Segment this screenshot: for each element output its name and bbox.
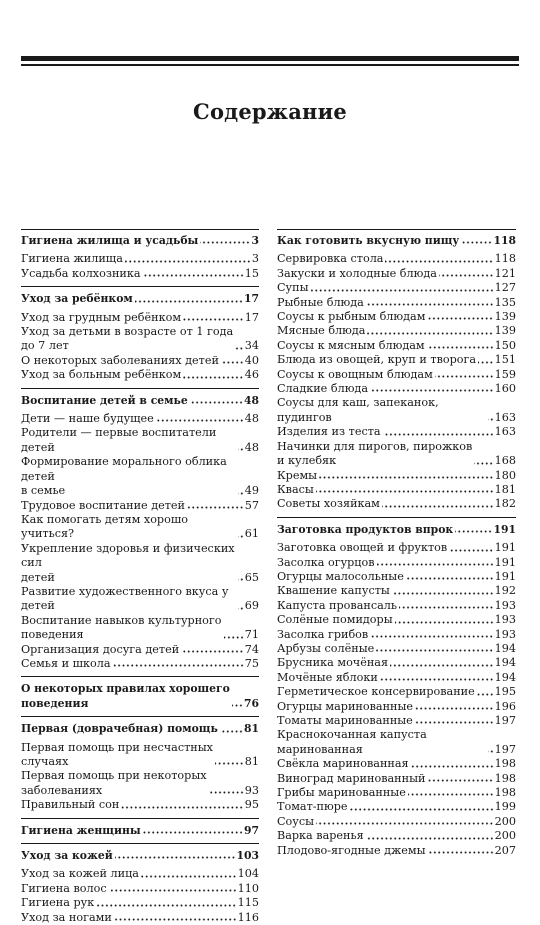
toc-entry-title: Квасы [277,482,314,496]
toc-entry[interactable] [277,483,516,497]
toc-entry-page-number: 195 [494,685,516,699]
toc-entry-page-number: 150 [494,338,516,352]
dot-leader [415,721,494,724]
toc-entry-title: Трудовое воспитание детей [21,498,185,512]
toc-entry[interactable] [21,426,259,455]
dot-leader [200,241,250,244]
dot-leader [143,831,243,834]
toc-section-heading[interactable] [21,234,259,248]
toc-entry-title: Краснокочанная капуста маринованная [277,728,427,756]
dot-leader [238,448,244,451]
dot-leader [367,332,493,335]
toc-entry-page-number: 115 [237,896,259,910]
toc-entry-title: Блюда из овощей, круп и творога [277,353,477,367]
toc-entry-page-number: 118 [493,234,516,247]
toc-entry-title: Гигиена женщины [21,823,141,837]
toc-entry-title: Квашение капусты [277,584,390,598]
toc-section-heading[interactable] [21,722,259,736]
toc-entry[interactable] [277,281,516,295]
dot-leader [385,260,493,263]
dot-leader [115,856,236,859]
toc-entry-page-number: 93 [244,783,259,797]
toc-entry-title: Рыбные блюда [277,295,364,309]
toc-entry[interactable] [277,541,516,555]
toc-entry[interactable] [21,769,259,798]
toc-entry[interactable] [21,585,259,614]
dot-leader [121,806,243,809]
toc-entry-title: Герметическое консервирование [277,685,475,699]
dot-leader [215,762,244,765]
toc-entry-title: Гигиена волос [21,881,107,895]
dot-leader [316,822,494,825]
section-divider [21,843,259,844]
toc-entry-title: Сервировка стола [277,252,384,266]
dot-leader [406,577,494,580]
dot-leader [390,664,494,667]
dot-leader [435,375,494,378]
toc-entry-page-number: 182 [494,497,516,511]
dot-leader [439,274,494,277]
toc-entry-title: Сладкие блюда [277,382,368,396]
toc-entry-title: Как готовить вкусную пищу [277,234,460,247]
dot-leader [455,530,492,533]
toc-entry-title: Солёные помидоры [277,613,393,627]
dot-leader [135,300,243,303]
dot-leader [113,664,244,667]
dot-leader [366,303,494,306]
dot-leader [382,505,494,508]
dot-leader [209,791,244,794]
toc-entry-page-number: 151 [494,353,516,367]
toc-entry-title: Уход за детьми в возрасте от 1 года до 7 лет [21,325,234,353]
toc-entry-page-number: 194 [494,656,516,670]
toc-entry-page-number: 3 [251,234,259,247]
toc-entry-page-number: 116 [237,910,259,924]
toc-entry-page-number: 81 [243,722,259,736]
toc-entry-page-number: 193 [494,598,516,612]
toc-section-heading[interactable] [21,849,259,863]
toc-entry-title: Организация досуга детей [21,642,180,656]
toc-entry[interactable] [21,455,259,498]
toc-entry-title: Первая (доврачебная) помощь [21,722,218,736]
toc-entry-page-number: 49 [244,484,259,498]
toc-entry-page-number: 191 [494,555,516,569]
toc-entry-page-number: 198 [494,786,516,800]
toc-entry-page-number: 3 [251,252,259,266]
dot-leader [235,347,244,350]
toc-entry-title: Соусы к овощным блюдам [277,367,433,381]
toc-entry-page-number: 121 [494,266,516,280]
toc-entry-page-number: 194 [494,641,516,655]
dot-leader [96,904,236,907]
toc-entry-title: Гигиена жилища [21,252,123,266]
toc-entry-page-number: 139 [494,324,516,338]
toc-entry-title: Арбузы солёные [277,641,375,655]
toc-entry-page-number: 76 [243,696,259,710]
dot-leader [190,401,243,404]
dot-leader [370,389,494,392]
toc-entry-page-number: 163 [494,425,516,439]
toc-entry-title: Начинки для пирогов, пирожков и кулебяк [277,439,473,468]
toc-entry-page-number: 207 [494,843,516,857]
dot-leader [238,578,244,581]
toc-entry-page-number: 200 [494,814,516,828]
toc-entry-title: Кремы [277,468,318,482]
toc-entry[interactable] [277,296,516,310]
toc-entry-page-number: 103 [236,849,259,863]
toc-entry[interactable] [21,252,259,266]
toc-entry[interactable] [21,867,259,881]
toc-entry[interactable] [277,353,516,367]
toc-entry[interactable] [21,325,259,354]
toc-entry-title: Плодово-ягодные джемы [277,843,426,857]
toc-entry-page-number: 135 [494,295,516,309]
toc-entry[interactable] [21,354,259,368]
toc-entry-page-number: 196 [494,699,516,713]
toc-entry[interactable] [21,911,259,925]
toc-entry-page-number: 200 [494,829,516,843]
section-divider [21,388,259,389]
toc-entry[interactable] [277,613,516,627]
toc-entry-page-number: 110 [237,881,259,895]
toc-right-column [277,229,516,858]
dot-leader [474,462,493,465]
toc-entry-title: Соусы к рыбным блюдам [277,310,426,324]
toc-entry[interactable] [277,685,516,699]
header-rule-thin [21,64,519,66]
toc-entry-page-number: 139 [494,310,516,324]
toc-entry[interactable] [277,339,516,353]
toc-section-heading[interactable] [21,824,259,838]
toc-entry-page-number: 168 [494,454,516,468]
toc-entry-title: Засолка грибов [277,627,369,641]
toc-entry[interactable] [21,657,259,671]
toc-entry[interactable] [21,614,259,643]
toc-entry[interactable] [21,896,259,910]
toc-entry-page-number: 198 [494,757,516,771]
toc-entry-title: Семья и школа [21,656,111,670]
toc-entry[interactable] [21,741,259,770]
toc-entry-page-number: 192 [494,584,516,598]
dot-leader [427,779,493,782]
toc-entry[interactable] [21,882,259,896]
section-divider [277,517,516,518]
dot-leader [232,704,243,707]
toc-entry-title: Уход за кожей [21,849,113,863]
dot-leader [383,433,494,436]
dot-leader [183,318,244,321]
toc-entry-page-number: 104 [237,867,259,881]
section-divider [21,229,259,230]
dot-leader [109,889,237,892]
toc-entry-page-number: 181 [494,482,516,496]
dot-leader [399,606,494,609]
toc-entry[interactable] [21,513,259,542]
toc-entry-title: Воспитание детей в семье [21,393,188,407]
toc-entry[interactable] [277,772,516,786]
section-divider [21,676,259,677]
toc-entry-page-number: 48 [244,412,259,426]
toc-entry-title: Уход за больным ребёнком [21,368,182,382]
toc-entry[interactable] [277,570,516,584]
toc-left-column [21,229,259,925]
dot-leader [427,317,493,320]
toc-entry[interactable] [277,642,516,656]
toc-entry-page-number: 46 [244,368,259,382]
dot-leader [114,918,237,921]
toc-entry-page-number: 163 [494,410,516,424]
dot-leader [220,730,243,733]
toc-entry-page-number: 65 [244,570,259,584]
section-divider [21,716,259,717]
toc-entry-title: Соусы к мясным блюдам [277,338,425,352]
toc-entry[interactable] [277,267,516,281]
dot-leader [461,241,492,244]
toc-section-heading[interactable] [21,682,259,711]
toc-section-heading[interactable] [277,234,516,248]
dot-leader [377,563,494,566]
toc-entry-page-number: 71 [244,628,259,642]
toc-entry[interactable] [277,396,516,425]
dot-leader [392,592,494,595]
toc-entry-page-number: 74 [244,642,259,656]
toc-entry-title: Уход за кожей лица [21,867,139,881]
toc-entry-title: О некоторых правилах хорошего поведения [21,682,230,710]
toc-entry-page-number: 118 [494,252,516,266]
dot-leader [319,476,494,479]
dot-leader [395,621,494,624]
dot-leader [366,837,494,840]
toc-entry-title: Родители — первые воспитатели детей [21,426,217,454]
dot-leader [238,607,244,610]
toc-entry-page-number: 69 [244,599,259,613]
toc-entry[interactable] [277,440,516,469]
toc-entry-page-number: 48 [244,440,259,454]
toc-entry-title: Дети — наше будущее [21,412,154,426]
dot-leader [415,707,494,710]
toc-entry-page-number: 48 [243,393,259,407]
dot-leader [238,535,244,538]
toc-entry-page-number: 180 [494,468,516,482]
toc-entry-title: Советы хозяйкам [277,497,380,511]
toc-entry-title: Капуста провансаль [277,598,397,612]
toc-entry[interactable] [21,542,259,585]
toc-entry-title: Супы [277,281,309,295]
toc-entry-title: Уход за ребёнком [21,292,133,306]
dot-leader [478,361,494,364]
toc-entry-title: О некоторых заболеваниях детей [21,353,219,367]
toc-entry-title: Брусника мочёная [277,656,389,670]
dot-leader [143,274,244,277]
dot-leader [408,793,494,796]
toc-entry-title: Правильный сон [21,798,120,812]
dot-leader [428,851,494,854]
toc-entry-page-number: 17 [244,310,259,324]
toc-entry-page-number: 15 [244,266,259,280]
toc-entry-page-number: 198 [494,771,516,785]
toc-entry[interactable] [277,700,516,714]
dot-leader [125,260,251,263]
toc-entry-title: Томат-пюре [277,800,348,814]
section-divider [21,286,259,287]
toc-entry[interactable] [277,671,516,685]
toc-entry-page-number: 197 [494,742,516,756]
toc-entry[interactable] [277,584,516,598]
toc-entry[interactable] [21,643,259,657]
dot-leader [181,650,244,653]
toc-entry[interactable] [277,714,516,728]
toc-entry-page-number: 194 [494,670,516,684]
toc-entry[interactable] [277,757,516,771]
toc-entry-title: Первая помощь при некоторых заболеваниях [21,769,207,797]
toc-entry[interactable] [277,728,516,757]
toc-entry-page-number: 193 [494,613,516,627]
toc-entry[interactable] [277,324,516,338]
toc-entry[interactable] [277,844,516,858]
toc-entry[interactable] [21,412,259,426]
toc-entry-title: Грибы маринованные [277,786,406,800]
dot-leader [141,875,237,878]
dot-leader [156,419,244,422]
section-divider [21,818,259,819]
toc-entry-page-number: 193 [494,627,516,641]
toc-section-heading[interactable] [277,523,516,537]
header-rule-thick [21,56,519,61]
toc-entry-title: Формирование морального облика детей в семье [21,455,227,498]
toc-entry-title: Огурцы малосольные [277,569,404,583]
toc-entry[interactable] [277,786,516,800]
toc-entry[interactable] [277,469,516,483]
toc-entry[interactable] [277,368,516,382]
dot-leader [488,418,494,421]
toc-entry-title: Варка варенья [277,829,364,843]
toc-entry[interactable] [21,311,259,325]
toc-entry-page-number: 97 [243,823,259,837]
toc-entry[interactable] [277,800,516,814]
toc-entry-page-number: 199 [494,800,516,814]
toc-entry-page-number: 160 [494,382,516,396]
page-title: Содержание [193,99,347,124]
toc-entry-title: Соусы [277,814,315,828]
toc-entry-title: Укрепление здоровья и физических сил детей [21,541,235,584]
toc-entry-title: Гигиена жилища и усадьбы [21,234,199,247]
toc-entry[interactable] [21,499,259,513]
toc-entry-title: Свёкла маринованная [277,757,409,771]
toc-entry-title: Заготовка овощей и фруктов [277,541,448,555]
dot-leader [238,492,244,495]
toc-entry-page-number: 197 [494,714,516,727]
dot-leader [224,636,244,639]
toc-entry-title: Гигиена рук [21,896,95,910]
toc-entry[interactable] [21,368,259,382]
toc-entry[interactable] [277,497,516,511]
toc-entry-page-number: 191 [493,522,516,536]
toc-entry[interactable] [277,382,516,396]
toc-entry-title: Усадьба колхозника [21,266,141,280]
toc-entry-title: Закуски и холодные блюда [277,266,437,280]
toc-entry-title: Виноград маринованный [277,771,426,785]
toc-entry-title: Изделия из теста [277,425,381,439]
dot-leader [477,693,494,696]
toc-entry-title: Томаты маринованные [277,714,413,727]
toc-entry-page-number: 34 [244,339,259,353]
dot-leader [488,750,494,753]
toc-entry[interactable] [277,599,516,613]
toc-entry-title: Мясные блюда [277,324,366,338]
toc-entry[interactable] [277,310,516,324]
toc-entry-title: Соусы для каш, запеканок, пудингов [277,396,439,424]
toc-entry-title: Первая помощь при несчастных случаях [21,740,213,768]
dot-leader [350,808,494,811]
toc-entry[interactable] [277,829,516,843]
toc-entry[interactable] [277,628,516,642]
toc-entry-page-number: 191 [494,541,516,555]
dot-leader [380,678,494,681]
dot-leader [311,289,494,292]
toc-entry-page-number: 40 [244,353,259,367]
dot-leader [183,376,244,379]
dot-leader [376,649,493,652]
toc-entry-page-number: 127 [494,281,516,295]
toc-entry-page-number: 191 [494,569,516,583]
toc-entry-title: Огурцы маринованные [277,699,414,713]
toc-entry-title: Как помогать детям хорошо учиться? [21,512,188,541]
section-divider [277,229,516,230]
toc-entry-title: Развитие художественного вкуса у детей [21,584,229,613]
toc-entry[interactable] [277,656,516,670]
dot-leader [427,346,494,349]
dot-leader [221,361,244,364]
toc-entry-title: Засолка огурцов [277,555,375,569]
toc-section-heading[interactable] [21,394,259,408]
toc-entry[interactable] [277,815,516,829]
toc-entry[interactable] [277,556,516,570]
toc-entry-page-number: 57 [244,498,259,512]
toc-entry[interactable] [277,252,516,266]
toc-entry-page-number: 17 [243,292,259,306]
toc-entry-title: Воспитание навыков культурного поведения [21,613,222,642]
dot-leader [370,635,493,638]
toc-entry-page-number: 61 [244,527,259,541]
toc-entry-page-number: 159 [494,367,516,381]
toc-entry[interactable] [277,425,516,439]
toc-entry-title: Мочёные яблоки [277,670,378,684]
toc-entry-page-number: 95 [244,798,259,812]
toc-entry-page-number: 75 [244,656,259,670]
dot-leader [449,549,493,552]
toc-entry[interactable] [21,798,259,812]
dot-leader [316,490,494,493]
dot-leader [187,506,244,509]
toc-entry-title: Уход за ногами [21,910,112,924]
toc-section-heading[interactable] [21,292,259,306]
toc-entry[interactable] [21,267,259,281]
dot-leader [411,765,494,768]
toc-entry-page-number: 81 [244,755,259,768]
toc-entry-title: Уход за грудным ребёнком [21,310,182,324]
toc-entry-title: Заготовка продуктов впрок [277,522,454,536]
